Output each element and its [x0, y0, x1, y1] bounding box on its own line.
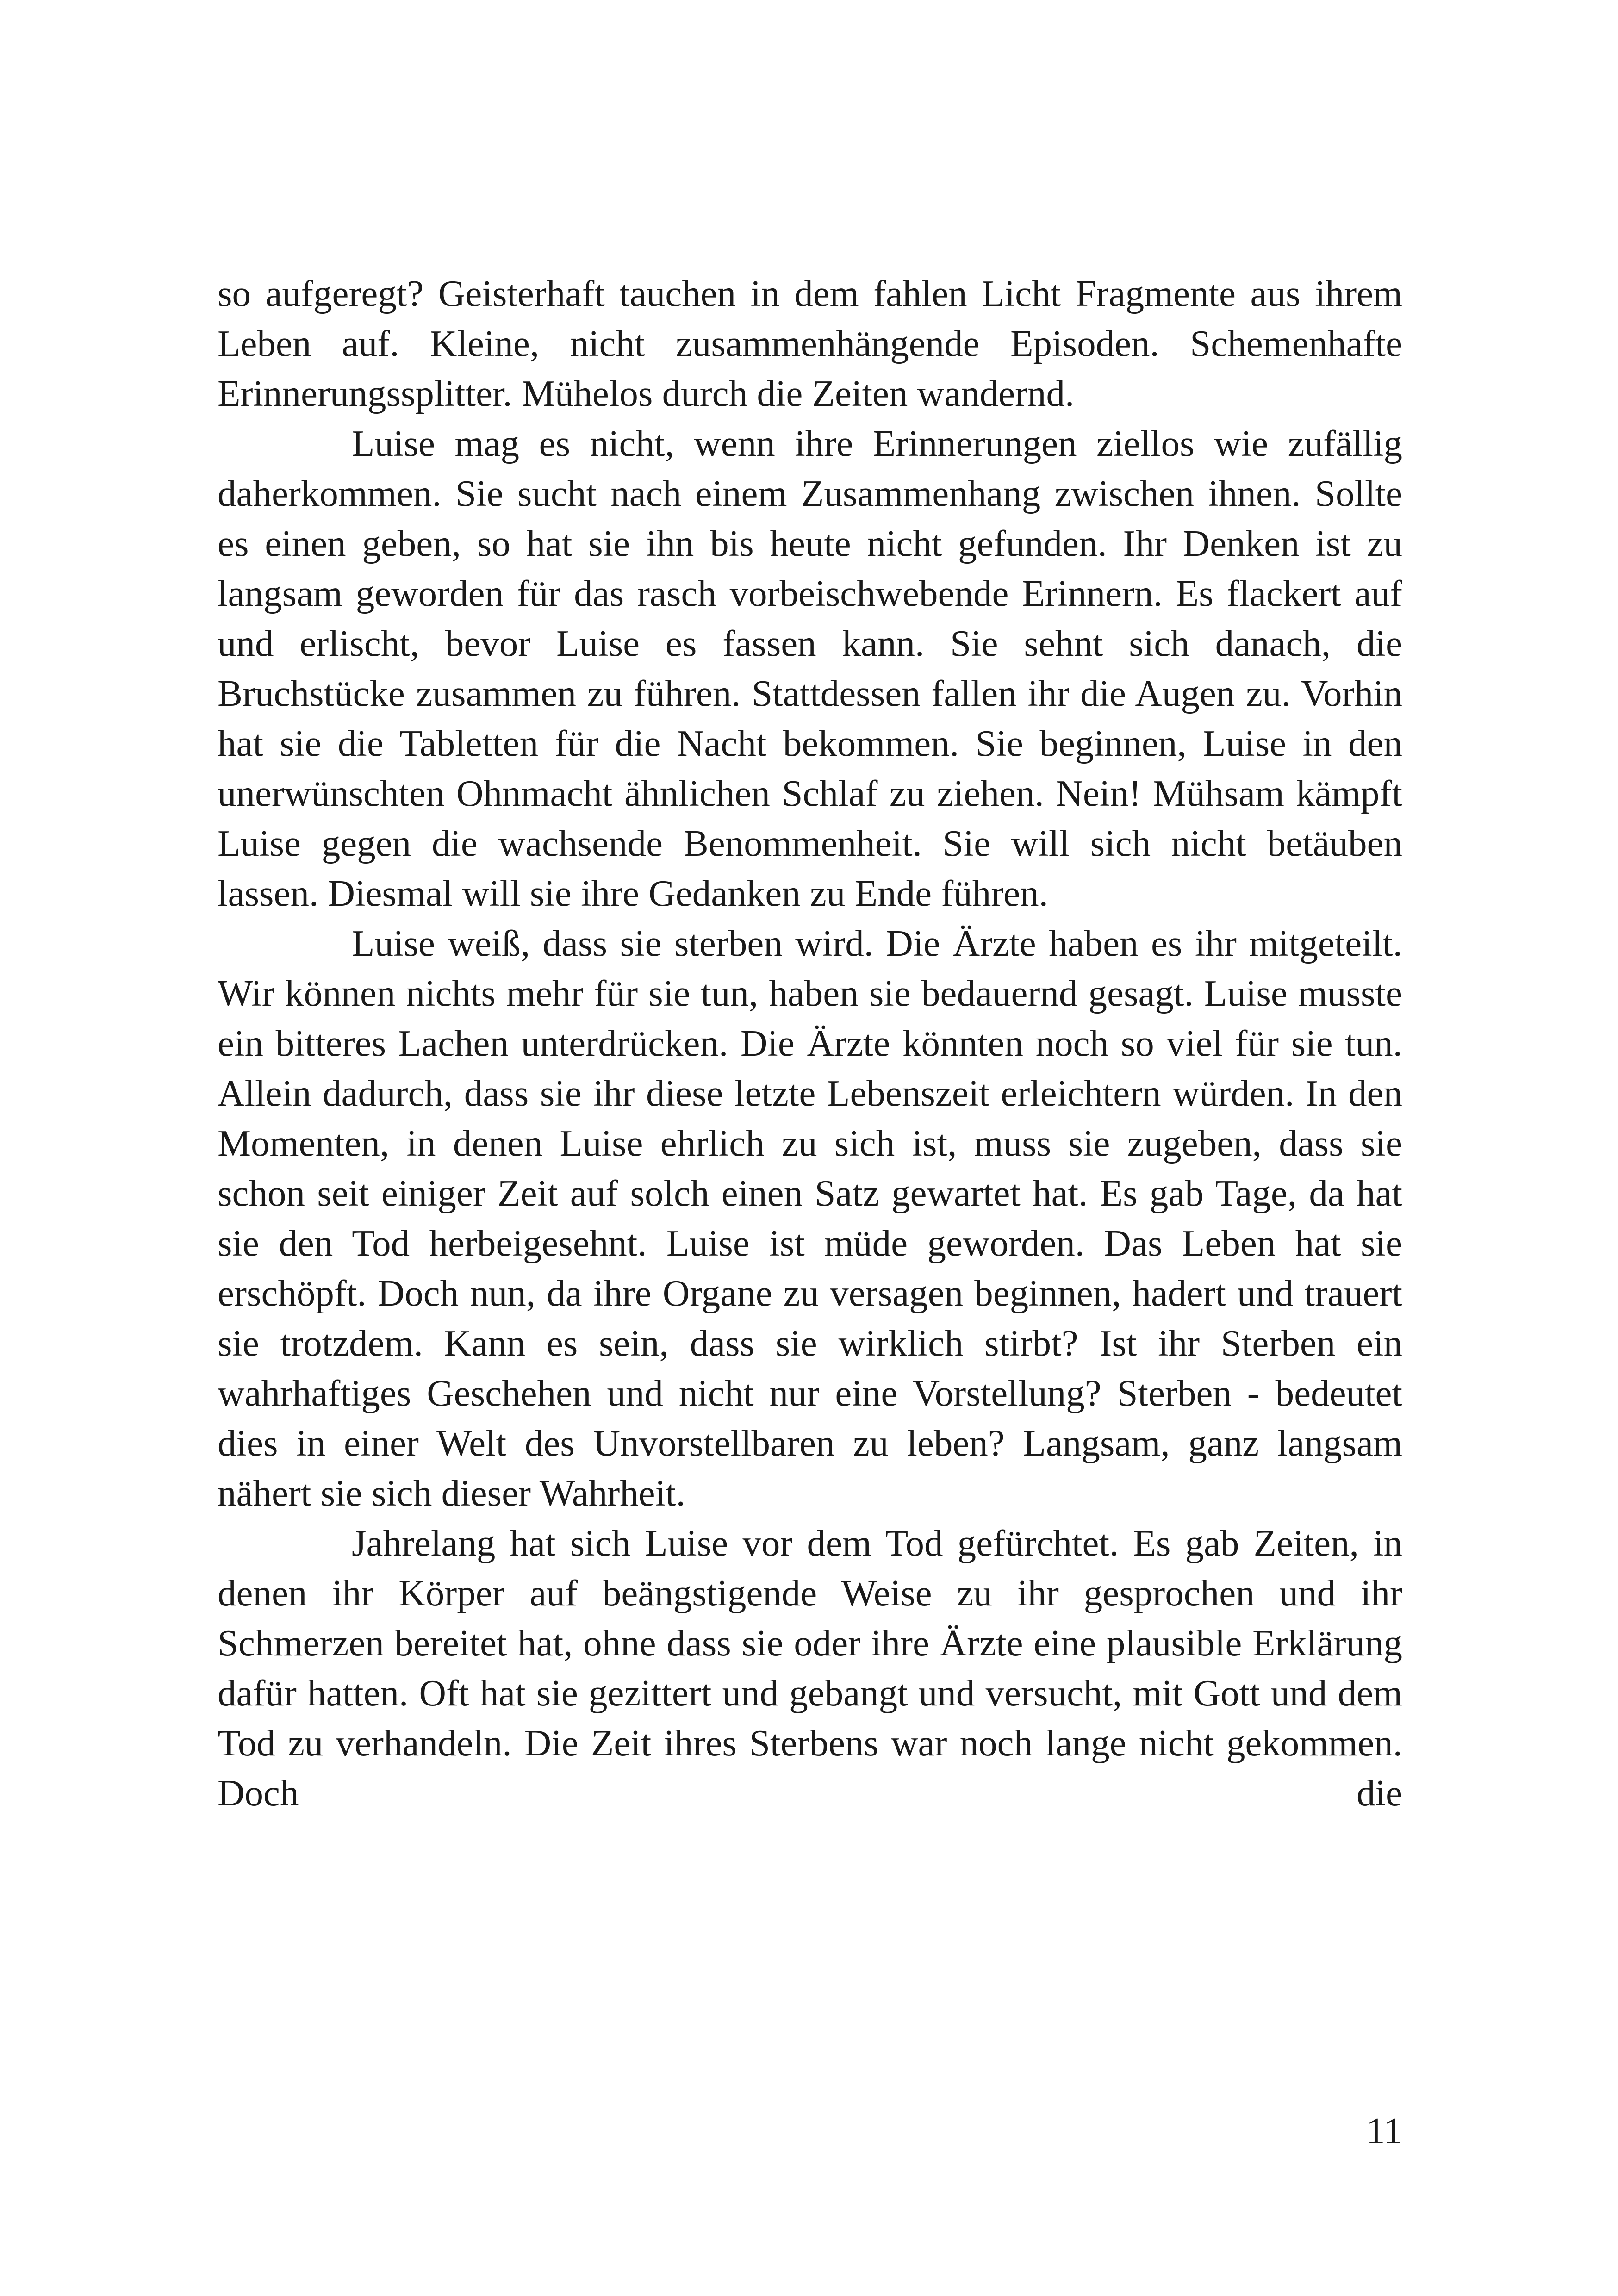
body-text: [218, 268, 1402, 1818]
paragraph-4: Jahrelang hat sich Luise vor dem Tod gefürchtet. Es gab Zeiten, in denen ihr Körper auf beängstigende Weise zu ihr gesprochen und ihr Schmerzen bereitet hat, ohne dass sie oder ihre Ärzte eine plausible Erklärung dafür hatten. Oft hat sie gezittert und gebangt und versucht, mit Gott und dem Tod zu verhandeln. Die Zeit ihres Sterbens war noch lange nicht gekommen. Doch die: [218, 1522, 1402, 1814]
paragraph-2: Luise mag es nicht, wenn ihre Erinnerungen ziellos wie zufällig daherkommen. Sie sucht nach einem Zusammenhang zwischen ihnen. Sollte es einen geben, so hat sie ihn bis heute nicht gefunden. Ihr Denken ist zu langsam geworden für das rasch vorbeischwebende Erinnern. Es flackert auf und erlischt, bevor Luise es fassen kann. Sie sehnt sich danach, die Bruchstücke zusammen zu führen. Stattdessen fallen ihr die Augen zu. Vorhin hat sie die Tabletten für die Nacht bekommen. Sie beginnen, Luise in den unerwünschten Ohnmacht ähnlichen Schlaf zu ziehen. Nein! Mühsam kämpft Luise gegen die wachsende Benommenheit. Sie will sich nicht betäuben lassen. Diesmal will sie ihre Gedanken zu Ende führen.: [218, 423, 1402, 914]
paragraph-1: so aufgeregt? Geisterhaft tauchen in dem fahlen Licht Fragmente aus ihrem Leben auf. Kleine, nicht zusammenhängende Episoden. Schemenhafte Erinnerungssplitter. Mühelos durch die Zeiten wandernd.: [218, 273, 1402, 414]
page-number: 11: [1366, 2110, 1402, 2152]
paragraph-3: Luise weiß, dass sie sterben wird. Die Ärzte haben es ihr mitgeteilt. Wir können nichts mehr für sie tun, haben sie bedauernd gesagt. Luise musste ein bitteres Lachen unterdrücken. Die Ärzte könnten noch so viel für sie tun. Allein dadurch, dass sie ihr diese letzte Lebenszeit erleichtern würden. In den Momenten, in denen Luise ehrlich zu sich ist, muss sie zugeben, dass sie schon seit einiger Zeit auf solch einen Satz gewartet hat. Es gab Tage, da hat sie den Tod herbeigesehnt. Luise ist müde geworden. Das Leben hat sie erschöpft. Doch nun, da ihre Organe zu versagen beginnen, hadert und trauert sie trotzdem. Kann es sein, dass sie wirklich stirbt? Ist ihr Sterben ein wahrhaftiges Geschehen und nicht nur eine Vorstellung? Sterben - bedeutet dies in einer Welt des Unvorstellbaren zu leben? Langsam, ganz langsam nähert sie sich dieser Wahrheit.: [218, 922, 1402, 1514]
